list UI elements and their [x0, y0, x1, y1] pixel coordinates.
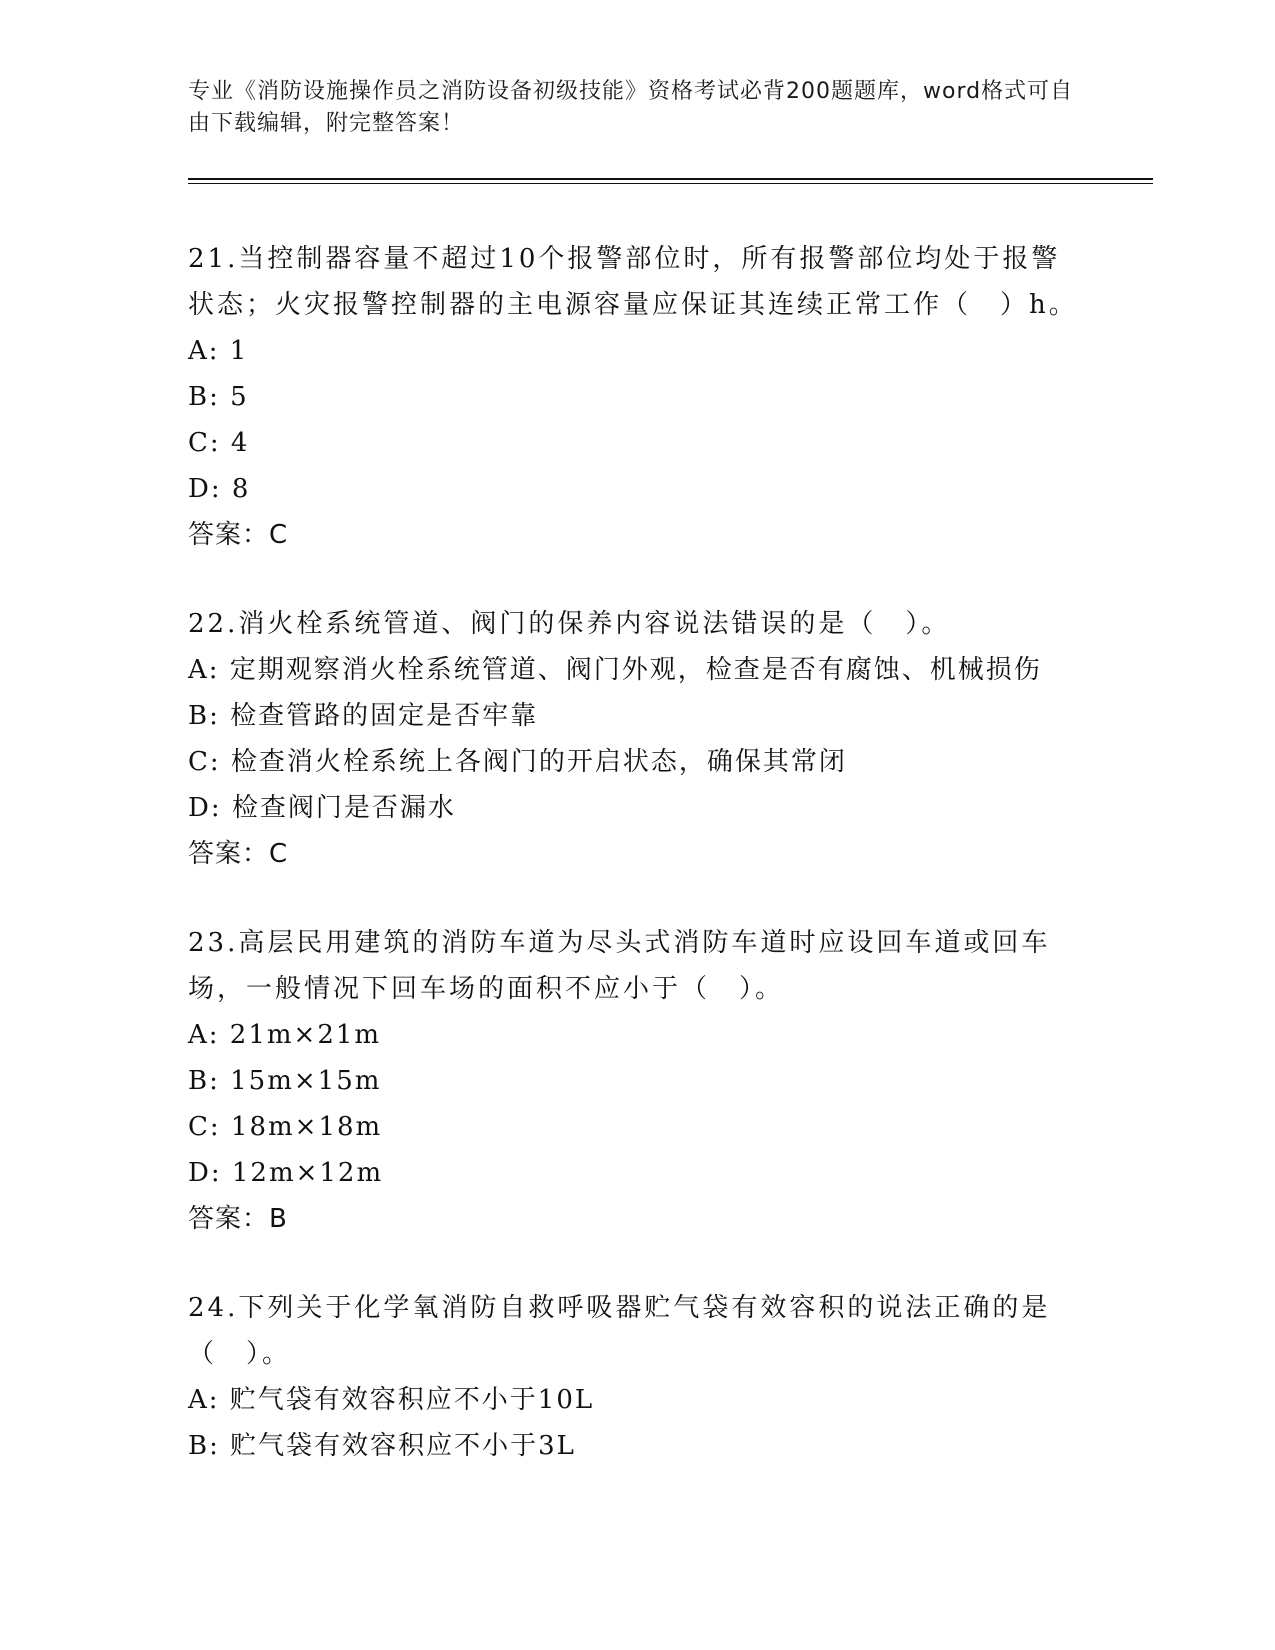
option-c: C: 18m×18m: [188, 1112, 383, 1142]
option-b: B: 检查管路的固定是否牢靠: [188, 701, 539, 731]
option-c: C: 检查消火栓系统上各阀门的开启状态，确保其常闭: [188, 747, 847, 777]
question-23: [188, 920, 1078, 1242]
option-a: A: 21m×21m: [188, 1020, 382, 1050]
question-24: [188, 1285, 1078, 1469]
header-divider: [188, 178, 1153, 184]
question-21: [188, 236, 1078, 558]
option-a: A: 定期观察消火栓系统管道、阀门外观，检查是否有腐蚀、机械损伤: [188, 655, 1042, 685]
option-b: B: 贮气袋有效容积应不小于3L: [188, 1431, 576, 1461]
question-text: 23.高层民用建筑的消防车道为尽头式消防车道时应设回车道或回车场，一般情况下回车场的面积不应小于（ ）。: [188, 928, 1051, 1004]
document-header: 专业《消防设施操作员之消防设备初级技能》资格考试必背200题题库，word格式可自由下载编辑，附完整答案！: [188, 79, 1074, 136]
option-d: D: 检查阀门是否漏水: [188, 793, 456, 823]
answer-label: 答案：C: [188, 839, 289, 869]
question-text: 22.消火栓系统管道、阀门的保养内容说法错误的是（ ）。: [188, 609, 951, 639]
option-a: A: 1: [188, 336, 249, 366]
option-a: A: 贮气袋有效容积应不小于10L: [188, 1385, 595, 1415]
option-d: D: 8: [188, 474, 251, 504]
question-text: 24.下列关于化学氧消防自救呼吸器贮气袋有效容积的说法正确的是（ ）。: [188, 1293, 1051, 1369]
option-d: D: 12m×12m: [188, 1158, 384, 1188]
question-list: [188, 236, 1078, 1512]
question-22: [188, 601, 1078, 877]
question-text: 21.当控制器容量不超过10个报警部位时，所有报警部位均处于报警状态；火灾报警控制器的主电源容量应保证其连续正常工作（ ）h。: [188, 244, 1078, 320]
option-b: B: 15m×15m: [188, 1066, 382, 1096]
option-b: B: 5: [188, 382, 249, 412]
answer-label: 答案：B: [188, 1204, 288, 1234]
option-c: C: 4: [188, 428, 250, 458]
answer-label: 答案：C: [188, 520, 289, 550]
